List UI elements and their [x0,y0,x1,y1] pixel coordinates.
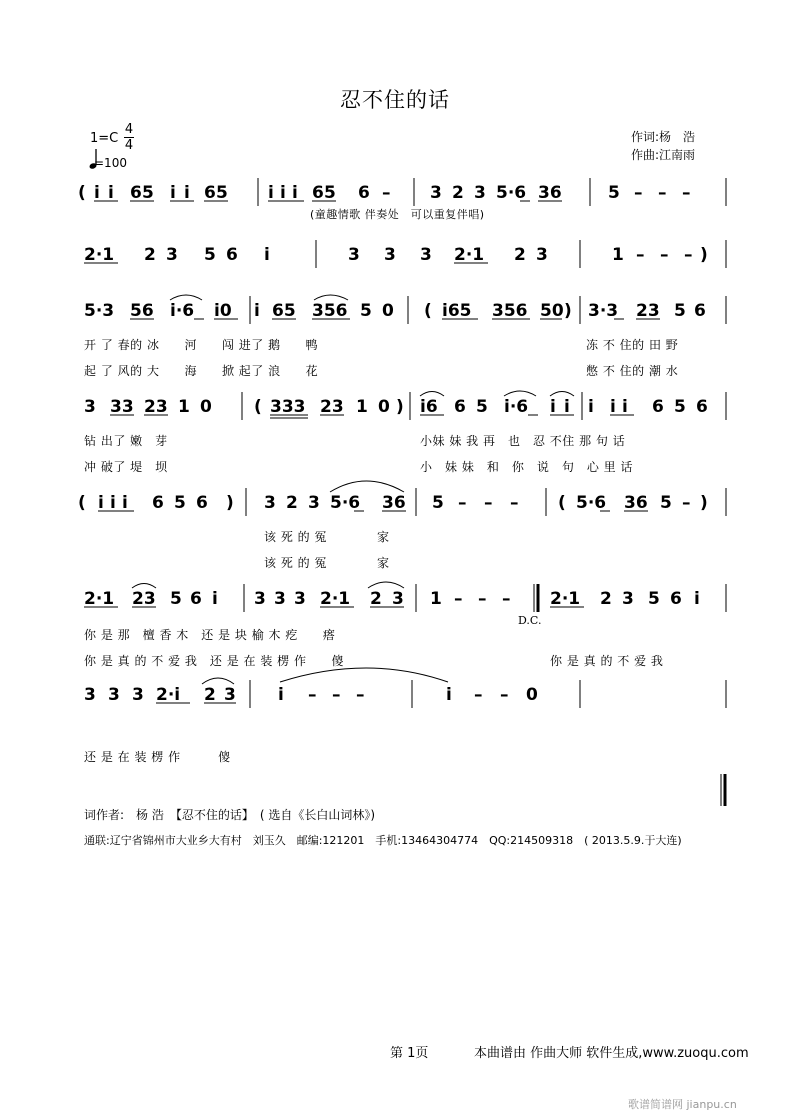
svg-text:–: – [658,183,667,203]
svg-text:23: 23 [144,397,168,417]
lyric-r3a-right: 冻 不 住的 田 野 [586,338,679,352]
svg-text:356: 356 [492,301,528,321]
svg-text:–: – [478,589,487,609]
svg-text:i: i [446,685,452,705]
svg-text:(: ( [78,183,86,203]
svg-text:5: 5 [174,493,186,513]
svg-text:356: 356 [312,301,348,321]
svg-text:5: 5 [674,301,686,321]
svg-text:3: 3 [264,493,276,513]
svg-text:5·6: 5·6 [496,183,527,203]
svg-text:5·6: 5·6 [576,493,607,513]
svg-text:333: 333 [270,397,306,417]
svg-text:i: i [98,493,104,513]
tempo-marking: =100 [94,156,127,170]
svg-text:): ) [564,301,572,321]
staff-row-3 [74,294,734,378]
svg-text:–: – [454,589,463,609]
svg-text:33: 33 [110,397,134,417]
svg-text:i: i [170,183,176,203]
svg-text:–: – [484,493,493,513]
svg-text:i: i [622,397,628,417]
svg-text:5: 5 [324,183,336,203]
svg-text:i: i [588,397,594,417]
svg-text:2: 2 [144,245,156,265]
svg-text:36: 36 [624,493,648,513]
svg-text:–: – [382,183,391,203]
svg-text:2·i: 2·i [156,685,181,705]
svg-text:6: 6 [454,397,466,417]
svg-text:3: 3 [132,685,144,705]
svg-text:0: 0 [200,397,212,417]
svg-text:i: i [292,183,298,203]
svg-text:2: 2 [452,183,464,203]
svg-text:i: i [268,183,274,203]
svg-text:i: i [694,589,700,609]
staff-row-5 [74,486,734,570]
notation-row-6 [74,582,734,622]
svg-text:i·6: i·6 [504,397,529,417]
lyricist-credit: 作词:杨 浩 [631,130,696,144]
svg-text:2·1: 2·1 [84,245,115,265]
svg-text:5: 5 [648,589,660,609]
svg-text:23: 23 [320,397,344,417]
svg-text:i: i [108,183,114,203]
svg-text:i: i [264,245,270,265]
svg-text:5: 5 [170,589,182,609]
svg-text:6: 6 [694,301,706,321]
accompaniment-note: (童趣情歌 伴奏处 可以重复伴唱) [310,208,485,221]
svg-text:3: 3 [384,245,396,265]
svg-text:5: 5 [476,397,488,417]
svg-text:5·6: 5·6 [330,493,361,513]
svg-text:3: 3 [622,589,634,609]
final-barline [720,774,728,808]
svg-text:i: i [122,493,128,513]
notation-row-4 [74,390,734,430]
svg-text:): ) [700,245,708,265]
svg-text:2·1: 2·1 [550,589,581,609]
svg-text:i6: i6 [420,397,438,417]
svg-text:1: 1 [356,397,368,417]
svg-text:): ) [396,397,404,417]
svg-text:–: – [308,685,317,705]
svg-text:3: 3 [84,685,96,705]
svg-text:–: – [458,493,467,513]
svg-text:3: 3 [274,589,286,609]
svg-text:3: 3 [108,685,120,705]
svg-text:6: 6 [652,397,664,417]
svg-text:50: 50 [540,301,564,321]
lyric-r4a-right: 小妹 妹 我 再 也 忍 不住 那 句 话 [420,434,626,448]
svg-text:3: 3 [308,493,320,513]
svg-text:2: 2 [514,245,526,265]
svg-text:3: 3 [294,589,306,609]
svg-text:5: 5 [674,397,686,417]
lyric-r4b-right: 小 妹 妹 和 你 说 句 心 里 话 [420,460,633,474]
svg-text:0: 0 [526,685,538,705]
notation-row-7 [74,678,734,718]
svg-text:): ) [226,493,234,513]
svg-text:2: 2 [286,493,298,513]
svg-text:(: ( [78,493,86,513]
svg-text:1: 1 [178,397,190,417]
svg-text:i: i [110,493,116,513]
svg-text:6: 6 [130,183,142,203]
lyric-r6a: 你 是 那 檀 香 木 还 是 块 榆 木 疙 瘩 [84,628,336,642]
lyric-r6b-left: 你 是 真 的 不 爱 我 还 是 在 装 楞 作 傻 [84,654,344,668]
svg-text:0: 0 [382,301,394,321]
page-title: 忍不住的话 [340,88,450,112]
svg-text:3: 3 [224,685,236,705]
svg-text:6: 6 [670,589,682,609]
meter-top: 4 [124,122,134,137]
svg-text:3: 3 [430,183,442,203]
svg-text:i: i [254,301,260,321]
svg-text:5: 5 [432,493,444,513]
svg-text:3: 3 [84,397,96,417]
svg-text:2: 2 [370,589,382,609]
svg-text:–: – [510,493,519,513]
svg-text:–: – [682,183,691,203]
svg-text:5: 5 [142,183,154,203]
notation-row-5 [74,486,734,526]
svg-text:i: i [280,183,286,203]
meter-bottom: 4 [124,138,134,153]
svg-text:(: ( [254,397,262,417]
svg-text:2: 2 [600,589,612,609]
svg-text:1: 1 [430,589,442,609]
lyric-r6b-right: 你 是 真 的 不 爱 我 [550,654,664,668]
svg-text:23: 23 [636,301,660,321]
svg-text:5: 5 [360,301,372,321]
svg-text:6: 6 [312,183,324,203]
lyricist-info: 词作者: 杨 浩 【忍不住的话】 ( 选自《长白山词林》) [84,808,376,822]
notation-row-2 [74,238,734,278]
staff-row-4 [74,390,734,474]
svg-text:(: ( [558,493,566,513]
svg-text:–: – [332,685,341,705]
lyric-r4a-left: 钻 出了 嫩 芽 [84,434,168,448]
svg-text:6: 6 [190,589,202,609]
svg-text:5·3: 5·3 [84,301,115,321]
lyric-r5a: 该 死 的 冤 家 [264,530,390,544]
svg-text:(: ( [424,301,432,321]
lyric-r7: 还 是 在 装 楞 作 傻 [84,750,231,764]
svg-text:i·6: i·6 [170,301,195,321]
svg-text:–: – [682,493,691,513]
notation-row-3 [74,294,734,334]
svg-text:6: 6 [196,493,208,513]
composer-credit: 作曲:江南雨 [631,148,696,162]
staff-row-7 [74,678,734,764]
svg-text:3: 3 [536,245,548,265]
svg-text:5: 5 [660,493,672,513]
svg-text:3: 3 [474,183,486,203]
lyric-r3a-left: 开 了 春的 冰 河 闯 进了 鹅 鸭 [84,338,319,352]
lyric-r3b-left: 起 了 风的 大 海 掀 起了 浪 花 [84,364,319,378]
svg-text:36: 36 [382,493,406,513]
watermark: 歌谱简谱网 jianpu.cn [628,1098,737,1111]
svg-text:–: – [684,245,693,265]
svg-text:–: – [660,245,669,265]
svg-text:5: 5 [216,183,228,203]
svg-text:i0: i0 [214,301,232,321]
svg-text:i: i [550,397,556,417]
svg-text:23: 23 [132,589,156,609]
svg-text:2·1: 2·1 [320,589,351,609]
svg-text:5: 5 [608,183,620,203]
svg-text:0: 0 [378,397,390,417]
svg-text:36: 36 [538,183,562,203]
page-number: 第 1页 [390,1046,429,1061]
svg-text:3: 3 [166,245,178,265]
svg-text:6: 6 [204,183,216,203]
svg-text:5: 5 [204,245,216,265]
lyric-r4b-left: 冲 破了 堤 坝 [84,460,168,474]
time-signature [122,122,136,153]
svg-text:6: 6 [226,245,238,265]
svg-text:2: 2 [204,685,216,705]
svg-text:): ) [700,493,708,513]
key-signature: 1=C [90,131,119,146]
svg-text:6: 6 [696,397,708,417]
svg-text:–: – [636,245,645,265]
svg-text:2·1: 2·1 [84,589,115,609]
svg-text:3: 3 [392,589,404,609]
svg-text:3: 3 [254,589,266,609]
svg-text:i: i [564,397,570,417]
svg-text:65: 65 [272,301,296,321]
svg-text:–: – [500,685,509,705]
svg-text:6: 6 [358,183,370,203]
svg-text:3·3: 3·3 [588,301,619,321]
svg-text:–: – [356,685,365,705]
svg-text:i: i [610,397,616,417]
svg-text:6: 6 [152,493,164,513]
svg-text:3: 3 [348,245,360,265]
staff-row-2 [74,238,734,274]
svg-text:i: i [278,685,284,705]
svg-text:3: 3 [420,245,432,265]
da-capo-marking: D.C. [518,614,542,627]
svg-text:1: 1 [612,245,624,265]
staff-row-1 [74,176,734,221]
generator-note: 本曲谱由 作曲大师 软件生成,www.zuoqu.com [474,1046,749,1061]
staff-row-6 [74,582,734,668]
svg-text:i65: i65 [442,301,472,321]
svg-text:i: i [184,183,190,203]
credits [631,128,695,164]
svg-text:2·1: 2·1 [454,245,485,265]
svg-text:i: i [212,589,218,609]
svg-text:–: – [502,589,511,609]
svg-text:i: i [94,183,100,203]
svg-text:–: – [634,183,643,203]
contact-info: 通联:辽宁省锦州市大业乡大有村 刘玉久 邮编:121201 手机:13464304774 QQ:214509318 ( 2013.5.9.于大连) [84,834,682,847]
svg-text:–: – [474,685,483,705]
svg-text:56: 56 [130,301,154,321]
lyric-r3b-right: 憋 不 住的 潮 水 [586,364,679,378]
lyric-r5b: 该 死 的 冤 家 [264,556,390,570]
